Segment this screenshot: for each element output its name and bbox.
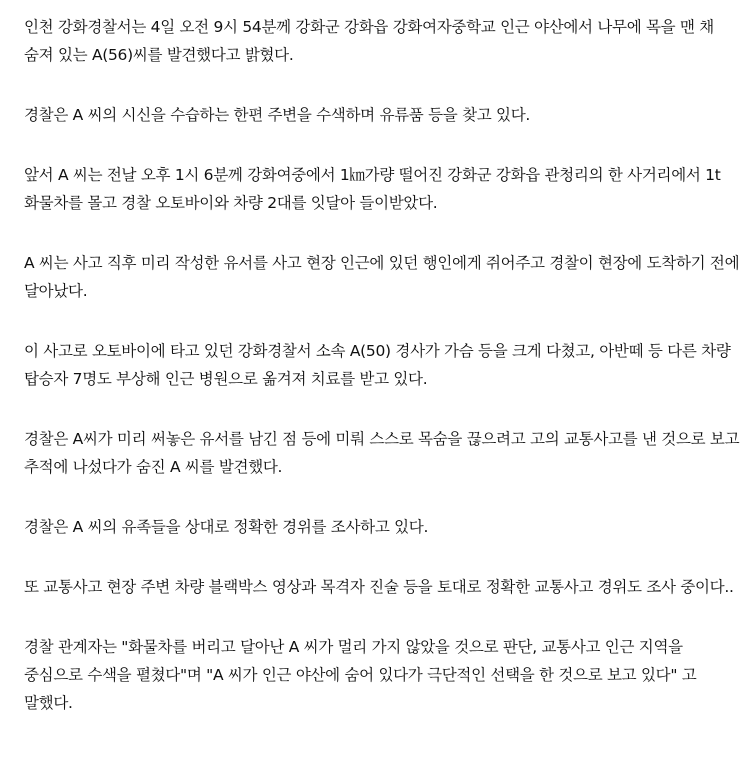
paragraph-4: A 씨는 사고 직후 미리 작성한 유서를 사고 현장 인근에 있던 행인에게 쥐어주고 경찰이 현장에 도착하기 전에 달아났다. (24, 254, 740, 300)
paragraph-9: 경찰 관계자는 "화물차를 버리고 달아난 A 씨가 멀리 가지 않았을 것으로 판단, 교통사고 인근 지역을 중심으로 수색을 펼쳤다"며 "A 씨가 인근 야산에 숨어 있다가 극단적인 선택을 한 것으로 보고 있다" 고 말했다. (24, 638, 697, 712)
paragraph-2: 경찰은 A 씨의 시신을 수습하는 한편 주변을 수색하며 유류품 등을 찾고 있다. (24, 106, 531, 124)
paragraph-8: 또 교통사고 현장 주변 차량 블랙박스 영상과 목격자 진술 등을 토대로 정확한 교통사고 경위도 조사 중이다.. (24, 578, 734, 596)
article-body (24, 13, 744, 717)
paragraph-3: 앞서 A 씨는 전날 오후 1시 6분께 강화여중에서 1㎞가량 떨어진 강화군 강화읍 관청리의 한 사거리에서 1t 화물차를 몰고 경찰 오토바이와 차량 2대를 잇달아 들이받았다. (24, 166, 721, 212)
paragraph-6: 경찰은 A씨가 미리 써놓은 유서를 남긴 점 등에 미뤄 스스로 목숨을 끊으려고 고의 교통사고를 낸 것으로 보고 추적에 나섰다가 숨진 A 씨를 발견했다. (24, 430, 740, 476)
paragraph-7: 경찰은 A 씨의 유족들을 상대로 정확한 경위를 조사하고 있다. (24, 518, 429, 536)
paragraph-1: 인천 강화경찰서는 4일 오전 9시 54분께 강화군 강화읍 강화여자중학교 인근 야산에서 나무에 목을 맨 채 숨져 있는 A(56)씨를 발견했다고 밝혔다. (24, 18, 714, 64)
paragraph-5: 이 사고로 오토바이에 타고 있던 강화경찰서 소속 A(50) 경사가 가슴 등을 크게 다쳤고, 아반떼 등 다른 차량 탑승자 7명도 부상해 인근 병원으로 옮겨져 치료를 받고 있다. (24, 342, 731, 388)
